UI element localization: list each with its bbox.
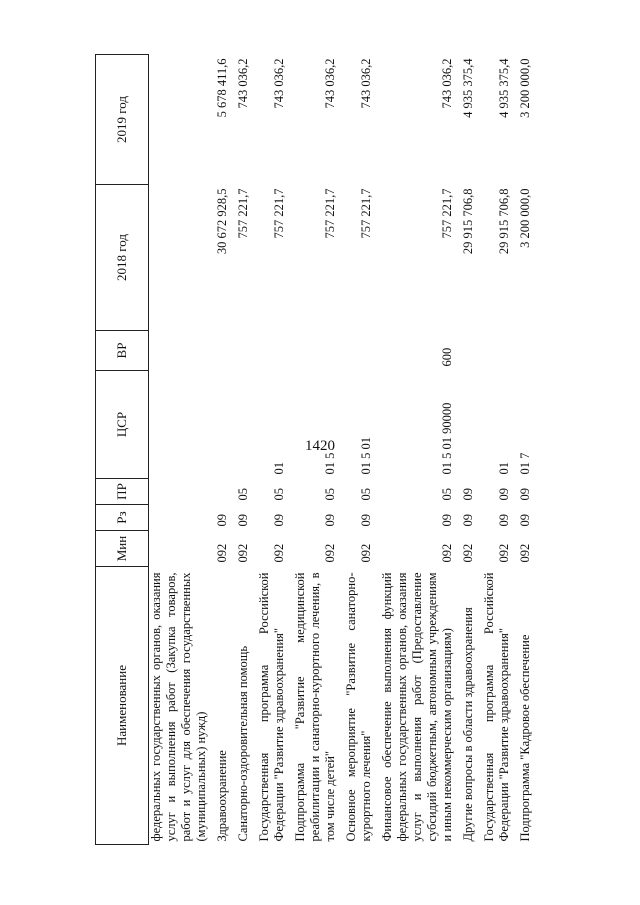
row-name: Государственная программа Российской Федерации "Развитие здравоохранения"	[482, 572, 511, 842]
row-min	[149, 531, 214, 567]
row-2018: 29 915 706,8	[497, 188, 511, 255]
row-2019: 4 935 375,4	[461, 58, 475, 118]
row-vr	[459, 331, 480, 371]
table-row	[234, 55, 255, 845]
header-2019: 2019 год	[96, 55, 149, 185]
row-name: Основное мероприятие "Развитие санаторно-курортного лечения"	[344, 572, 373, 842]
table-row	[213, 55, 234, 845]
row-pr: 05	[272, 488, 286, 501]
budget-table	[95, 54, 537, 845]
row-2019: 743 036,2	[272, 58, 286, 109]
row-2018: 3 200 000,0	[518, 188, 532, 248]
row-csr	[234, 371, 255, 479]
header-csr: ЦСР	[96, 371, 149, 479]
row-min: 092	[440, 543, 454, 563]
table-row	[149, 55, 214, 845]
row-rz: 09	[461, 514, 475, 527]
row-name: Подпрограмма "Кадровое обеспечение	[518, 634, 532, 842]
row-csr	[213, 371, 234, 479]
row-csr: 01 5	[323, 452, 337, 475]
row-csr: 01 5 01 90000	[440, 402, 454, 475]
table-row	[342, 55, 378, 845]
row-2019: 743 036,2	[236, 58, 250, 109]
row-rz: 09	[215, 514, 229, 527]
row-pr: 05	[359, 488, 373, 501]
row-rz: 09	[323, 514, 337, 527]
table-row	[255, 55, 291, 845]
row-2019	[149, 55, 214, 185]
row-2018: 757 221,7	[236, 188, 250, 239]
row-vr	[255, 331, 291, 371]
row-2019: 3 200 000,0	[518, 58, 532, 118]
header-min: Мин	[96, 531, 149, 567]
header-name: Наименование	[96, 567, 149, 845]
row-vr	[291, 331, 342, 371]
header-2018: 2018 год	[96, 185, 149, 331]
row-pr: 09	[497, 488, 511, 501]
row-csr	[149, 371, 214, 479]
row-pr	[213, 479, 234, 505]
row-vr	[516, 331, 537, 371]
row-name: Здравоохранение	[215, 750, 229, 842]
table-row	[459, 55, 480, 845]
header-vr: ВР	[96, 331, 149, 371]
row-csr	[459, 371, 480, 479]
rotated-table-container	[95, 55, 590, 845]
header-rz: Рз	[96, 505, 149, 531]
row-rz: 09	[518, 514, 532, 527]
row-rz: 09	[272, 514, 286, 527]
row-vr	[149, 331, 214, 371]
row-pr: 09	[461, 488, 475, 501]
row-csr: 01	[497, 462, 511, 475]
row-min: 092	[497, 543, 511, 563]
row-rz: 09	[440, 514, 454, 527]
row-pr: 05	[236, 488, 250, 501]
row-rz: 09	[359, 514, 373, 527]
row-vr	[480, 331, 516, 371]
row-pr: 09	[518, 488, 532, 501]
row-min: 092	[323, 543, 337, 563]
row-rz: 09	[497, 514, 511, 527]
row-vr	[234, 331, 255, 371]
row-2018: 757 221,7	[359, 188, 373, 239]
row-name: Санаторно-оздоровительная помощь	[236, 645, 250, 842]
row-2018: 30 672 928,5	[215, 188, 229, 255]
table-row	[291, 55, 342, 845]
row-2019: 743 036,2	[440, 58, 454, 109]
row-name: федеральных государственных органов, оказания услуг и выполнения работ (Закупка товаров, работ и услуг для обеспечения государственных (муниципальных) нужд)	[149, 572, 208, 842]
row-vr	[213, 331, 234, 371]
header-pr: ПР	[96, 479, 149, 505]
row-min: 092	[272, 543, 286, 563]
row-2019: 743 036,2	[359, 58, 373, 109]
row-pr: 05	[440, 488, 454, 501]
row-rz	[149, 505, 214, 531]
row-2019: 4 935 375,4	[497, 58, 511, 118]
table-row	[378, 55, 459, 845]
row-pr: 05	[323, 488, 337, 501]
row-min: 092	[236, 543, 250, 563]
row-min: 092	[215, 543, 229, 563]
row-2019: 5 678 411,6	[215, 58, 229, 118]
row-rz: 09	[236, 514, 250, 527]
row-csr: 01 7	[518, 452, 532, 475]
row-2019: 743 036,2	[323, 58, 337, 109]
table-row	[480, 55, 516, 845]
page-number: 1420	[305, 438, 335, 454]
row-csr: 01 5 01	[359, 437, 373, 475]
row-csr: 01	[272, 462, 286, 475]
row-vr: 600	[440, 347, 454, 367]
row-2018: 757 221,7	[272, 188, 286, 239]
row-name: Другие вопросы в области здравоохранения	[461, 607, 475, 842]
row-pr	[149, 479, 214, 505]
row-2018: 757 221,7	[440, 188, 454, 239]
row-name: Финансовое обеспечение выполнения функций федеральных государственных органов, оказания услуг и выполнения работ (Предоставление субсидий бюджетным, автономным учреждениям и иным некоммерческим организациям)	[380, 572, 454, 842]
row-name: Подпрограмма "Развитие медицинской реабилитации и санаторно-курортного лечения, в том числе детей"	[293, 572, 337, 842]
row-min: 092	[461, 543, 475, 563]
row-2018: 757 221,7	[323, 188, 337, 239]
row-2018: 29 915 706,8	[461, 188, 475, 255]
row-min: 092	[518, 543, 532, 563]
row-2018	[149, 185, 214, 331]
table-row	[516, 55, 537, 845]
row-vr	[342, 331, 378, 371]
table-header-row	[96, 55, 149, 845]
row-min: 092	[359, 543, 373, 563]
row-name: Государственная программа Российской Федерации "Развитие здравоохранения"	[257, 572, 286, 842]
